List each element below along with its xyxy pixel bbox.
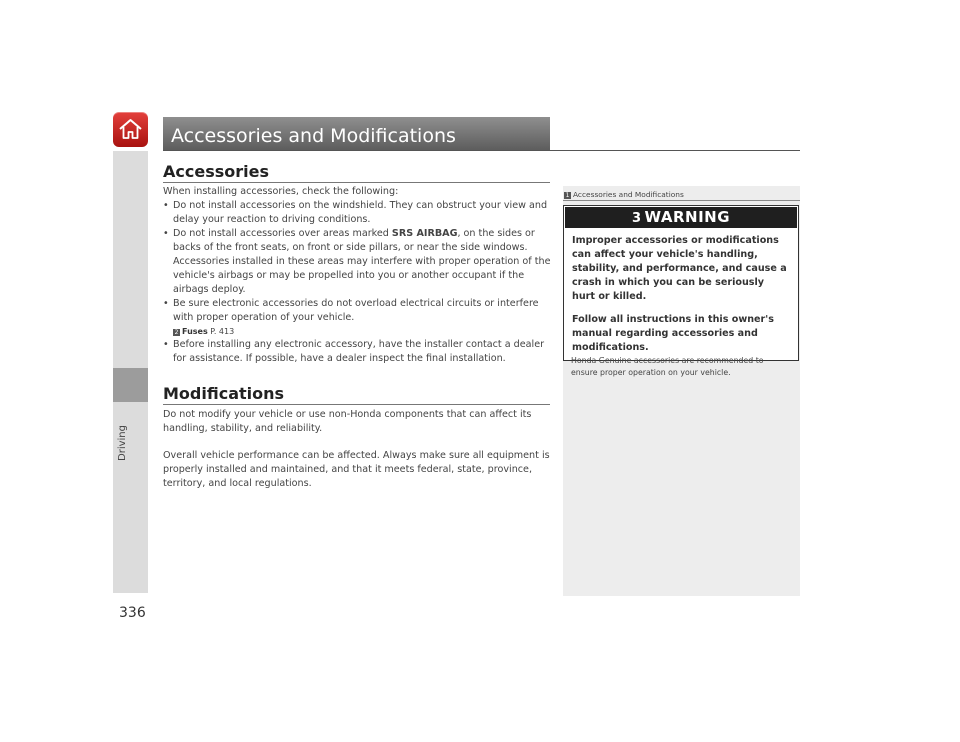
accessories-divider (163, 182, 550, 183)
srs-airbag-label: SRS AIRBAG (391, 228, 458, 239)
sidebar-divider (563, 200, 800, 201)
sidebar-heading (563, 190, 684, 199)
fuses-reference[interactable] (163, 325, 553, 338)
bullet-windshield: • Do not install accessories on the windshield. They can obstruct your view and delay your reaction to driving conditions. (163, 199, 553, 227)
modifications-divider (163, 404, 550, 405)
page-title: Accessories and Modifications (171, 125, 456, 147)
title-divider (163, 150, 800, 151)
modifications-heading: Modifications (163, 384, 285, 403)
bullet-installer: • Before installing any electronic accessory, have the installer contact a dealer for assistance. If possible, have a dealer inspect the final installation. (163, 338, 553, 366)
page-number: 336 (119, 605, 146, 621)
section-label: Driving (117, 425, 128, 461)
fuses-link[interactable]: Fuses (182, 327, 208, 336)
sidebar-note: Honda Genuine accessories are recommended to ensure proper operation on your vehicle. (571, 356, 764, 377)
warning-label: WARNING (644, 208, 731, 226)
home-button[interactable] (113, 112, 148, 147)
warning-triangle-icon: 3 (631, 211, 642, 226)
warning-body (564, 228, 798, 355)
warning-text-1: Improper accessories or modifications can affect your vehicle's handling, stability, and performance, and cause a crash in which you can be seriously hurt or killed. (572, 235, 787, 302)
accessories-intro: When installing accessories, check the following: (163, 186, 399, 197)
bullet-airbag-post: , on the sides or backs of the front seats, on front or side pillars, or near the side windows. (173, 228, 535, 253)
warning-box (563, 205, 799, 361)
note-marker-icon: 1 (565, 192, 570, 199)
fuses-page: P. 413 (207, 327, 235, 336)
sidebar-heading-text: Accessories and Modifications (573, 190, 684, 199)
bullet-airbag-pre: Do not install accessories over areas marked (173, 228, 392, 239)
bullet-airbag (163, 227, 553, 255)
modifications-body (163, 408, 553, 491)
sidebar-notes (563, 186, 800, 596)
modifications-para1: Do not modify your vehicle or use non-Honda components that can affect its handling, stability, and reliability. (163, 409, 532, 434)
warning-header (565, 207, 797, 228)
bullet-electrical: • Be sure electronic accessories do not overload electrical circuits or interfere with proper operation of your vehicle. (163, 297, 553, 325)
accessories-heading: Accessories (163, 162, 269, 181)
accessories-body (163, 185, 553, 366)
warning-text-2: Follow all instructions in this owner's manual regarding accessories and modifications. (572, 314, 774, 353)
modifications-para2: Overall vehicle performance can be affected. Always make sure all equipment is properly installed and maintained, and that it meets federal, state, province, territory, and local regulations. (163, 450, 550, 489)
side-tab-marker[interactable] (113, 368, 148, 402)
bullet-airbag-extra: Accessories installed in these areas may interfere with proper operation of the vehicle's airbags or may be propelled into you or another occupant if the airbags deploy. (173, 256, 551, 295)
home-icon (118, 117, 143, 142)
reference-arrow-icon: 2 (174, 329, 179, 336)
